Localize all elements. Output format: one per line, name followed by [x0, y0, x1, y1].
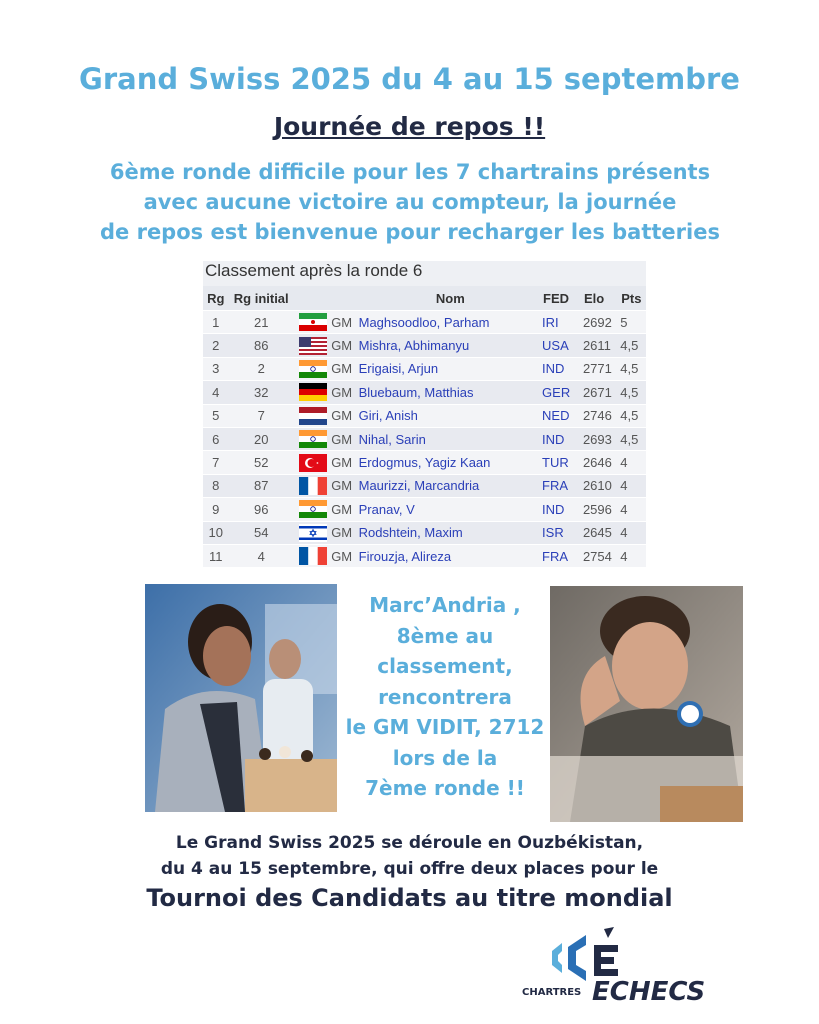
flag-icon: [299, 547, 327, 565]
title-cell: GM: [331, 427, 358, 450]
flag-icon: [299, 337, 327, 355]
logo-text-echecs: ECHECS: [592, 977, 706, 1007]
elo-cell: 2771: [583, 357, 620, 380]
maurizzi-photo: [550, 586, 743, 822]
rank-cell: 11: [203, 544, 228, 567]
player-name-link[interactable]: Bluebaum, Matthias: [359, 381, 542, 404]
initial-rank-cell: 32: [228, 381, 294, 404]
flag-icon: [299, 383, 327, 401]
table-row: [203, 521, 646, 544]
table-row: [203, 357, 646, 380]
federation-link[interactable]: GER: [542, 381, 583, 404]
title-cell: GM: [331, 334, 358, 357]
federation-link[interactable]: ISR: [542, 521, 583, 544]
rank-cell: 10: [203, 521, 228, 544]
col-header-name: Nom: [359, 286, 542, 311]
points-cell: 4: [620, 451, 646, 474]
intro-text: [100, 157, 720, 247]
initial-rank-cell: 2: [228, 357, 294, 380]
elo-cell: 2611: [583, 334, 620, 357]
initial-rank-cell: 87: [228, 474, 294, 497]
standings-table: [203, 286, 646, 567]
initial-rank-cell: 96: [228, 498, 294, 521]
points-cell: 4: [620, 544, 646, 567]
flag-icon: [299, 477, 327, 495]
col-header-elo: Elo: [583, 286, 620, 311]
player-name-link[interactable]: Nihal, Sarin: [359, 427, 542, 450]
flag-cell: [294, 498, 331, 521]
info-line: du 4 au 15 septembre, qui offre deux places pour le: [160, 859, 659, 879]
col-header-flag: [294, 286, 331, 311]
table-row: [203, 474, 646, 497]
intro-line: 6ème ronde difficile pour les 7 chartrains présents: [109, 160, 711, 184]
flag-icon: [299, 313, 327, 331]
logo-mark-icon: [548, 925, 638, 985]
rank-cell: 9: [203, 498, 228, 521]
flag-icon: [299, 360, 327, 378]
initial-rank-cell: 21: [228, 311, 294, 334]
federation-link[interactable]: FRA: [542, 474, 583, 497]
elo-cell: 2646: [583, 451, 620, 474]
points-cell: 4,5: [620, 427, 646, 450]
rank-cell: 1: [203, 311, 228, 334]
flag-cell: [294, 521, 331, 544]
federation-link[interactable]: IRI: [542, 311, 583, 334]
elo-cell: 2693: [583, 427, 620, 450]
player-name-link[interactable]: Giri, Anish: [359, 404, 542, 427]
table-row: [203, 544, 646, 567]
federation-link[interactable]: NED: [542, 404, 583, 427]
elo-cell: 2754: [583, 544, 620, 567]
title-cell: GM: [331, 474, 358, 497]
flag-icon: [299, 454, 327, 472]
federation-link[interactable]: USA: [542, 334, 583, 357]
vidit-photo: [145, 584, 337, 812]
federation-link[interactable]: IND: [542, 357, 583, 380]
rank-cell: 3: [203, 357, 228, 380]
col-header-rg-initial: Rg initial: [228, 286, 294, 311]
elo-cell: 2610: [583, 474, 620, 497]
initial-rank-cell: 4: [228, 544, 294, 567]
intro-line: de repos est bienvenue pour recharger les batteries: [100, 220, 720, 244]
col-header-pts: Pts: [620, 286, 646, 311]
announcement-line: Marc’Andria ,: [369, 593, 521, 617]
flag-cell: [294, 404, 331, 427]
tournament-info: [0, 830, 819, 882]
announcement-line: classement,: [377, 654, 513, 678]
player-name-link[interactable]: Mishra, Abhimanyu: [359, 334, 542, 357]
initial-rank-cell: 20: [228, 427, 294, 450]
candidates-heading: Tournoi des Candidats au titre mondial: [146, 884, 673, 912]
intro-line: avec aucune victoire au compteur, la journée: [143, 190, 677, 214]
points-cell: 4,5: [620, 334, 646, 357]
announcement-line: lors de la: [392, 745, 498, 770]
announcement-line: 7ème ronde !!: [365, 776, 525, 800]
initial-rank-cell: 7: [228, 404, 294, 427]
flag-icon: [299, 500, 327, 518]
table-row: [203, 404, 646, 427]
announcement-line: 8ème au: [396, 623, 494, 648]
title-cell: GM: [331, 498, 358, 521]
table-row: [203, 427, 646, 450]
flag-icon: [299, 430, 327, 448]
rank-cell: 6: [203, 427, 228, 450]
rank-cell: 7: [203, 451, 228, 474]
player-name-link[interactable]: Maghsoodloo, Parham: [359, 311, 542, 334]
flag-cell: [294, 311, 331, 334]
flag-icon: [299, 524, 327, 542]
flag-cell: [294, 381, 331, 404]
announcement-line: le GM VIDIT, 2712: [345, 715, 545, 739]
points-cell: 4: [620, 474, 646, 497]
elo-cell: 2692: [583, 311, 620, 334]
federation-link[interactable]: TUR: [542, 451, 583, 474]
title-cell: GM: [331, 544, 358, 567]
title-cell: GM: [331, 451, 358, 474]
flag-cell: [294, 357, 331, 380]
rank-cell: 2: [203, 334, 228, 357]
standings-table-image: [203, 261, 646, 564]
standings-caption: Classement après la ronde 6: [205, 261, 423, 280]
col-header-fed: FED: [542, 286, 583, 311]
title-cell: GM: [331, 404, 358, 427]
flag-cell: [294, 451, 331, 474]
player-name-link[interactable]: Firouzja, Alireza: [359, 544, 542, 567]
vidit-announcement: [330, 590, 560, 804]
rank-cell: 4: [203, 381, 228, 404]
table-row: [203, 381, 646, 404]
elo-cell: 2671: [583, 381, 620, 404]
initial-rank-cell: 54: [228, 521, 294, 544]
flag-cell: [294, 544, 331, 567]
flag-cell: [294, 427, 331, 450]
flag-icon: [299, 407, 327, 425]
standings-header-row: [203, 286, 646, 311]
col-header-rg: Rg: [203, 286, 228, 311]
points-cell: 4,5: [620, 381, 646, 404]
federation-link[interactable]: IND: [542, 498, 583, 521]
initial-rank-cell: 52: [228, 451, 294, 474]
points-cell: 4,5: [620, 357, 646, 380]
points-cell: 4: [620, 521, 646, 544]
title-cell: GM: [331, 357, 358, 380]
federation-link[interactable]: IND: [542, 427, 583, 450]
page-subtitle: Journée de repos !!: [273, 112, 546, 141]
federation-link[interactable]: FRA: [542, 544, 583, 567]
rank-cell: 5: [203, 404, 228, 427]
page-title: Grand Swiss 2025 du 4 au 15 septembre: [79, 62, 740, 96]
logo-text-chartres: CHARTRES: [522, 987, 582, 998]
table-row: [203, 498, 646, 521]
points-cell: 5: [620, 311, 646, 334]
elo-cell: 2645: [583, 521, 620, 544]
player-name-link[interactable]: Pranav, V: [359, 498, 542, 521]
player-name-link[interactable]: Erdogmus, Yagiz Kaan: [359, 451, 542, 474]
flag-cell: [294, 474, 331, 497]
table-row: [203, 311, 646, 334]
player-name-link[interactable]: Erigaisi, Arjun: [359, 357, 542, 380]
chartres-echecs-logo: [520, 925, 706, 1015]
elo-cell: 2596: [583, 498, 620, 521]
flag-cell: [294, 334, 331, 357]
col-header-title: [331, 286, 358, 311]
title-cell: GM: [331, 521, 358, 544]
table-row: [203, 451, 646, 474]
announcement-line: rencontrera: [378, 684, 512, 709]
title-cell: GM: [331, 311, 358, 334]
rank-cell: 8: [203, 474, 228, 497]
elo-cell: 2746: [583, 404, 620, 427]
points-cell: 4,5: [620, 404, 646, 427]
player-name-link[interactable]: Maurizzi, Marcandria: [359, 474, 542, 497]
info-line: Le Grand Swiss 2025 se déroule en Ouzbékistan,: [175, 833, 644, 853]
initial-rank-cell: 86: [228, 334, 294, 357]
points-cell: 4: [620, 498, 646, 521]
player-name-link[interactable]: Rodshtein, Maxim: [359, 521, 542, 544]
title-cell: GM: [331, 381, 358, 404]
table-row: [203, 334, 646, 357]
